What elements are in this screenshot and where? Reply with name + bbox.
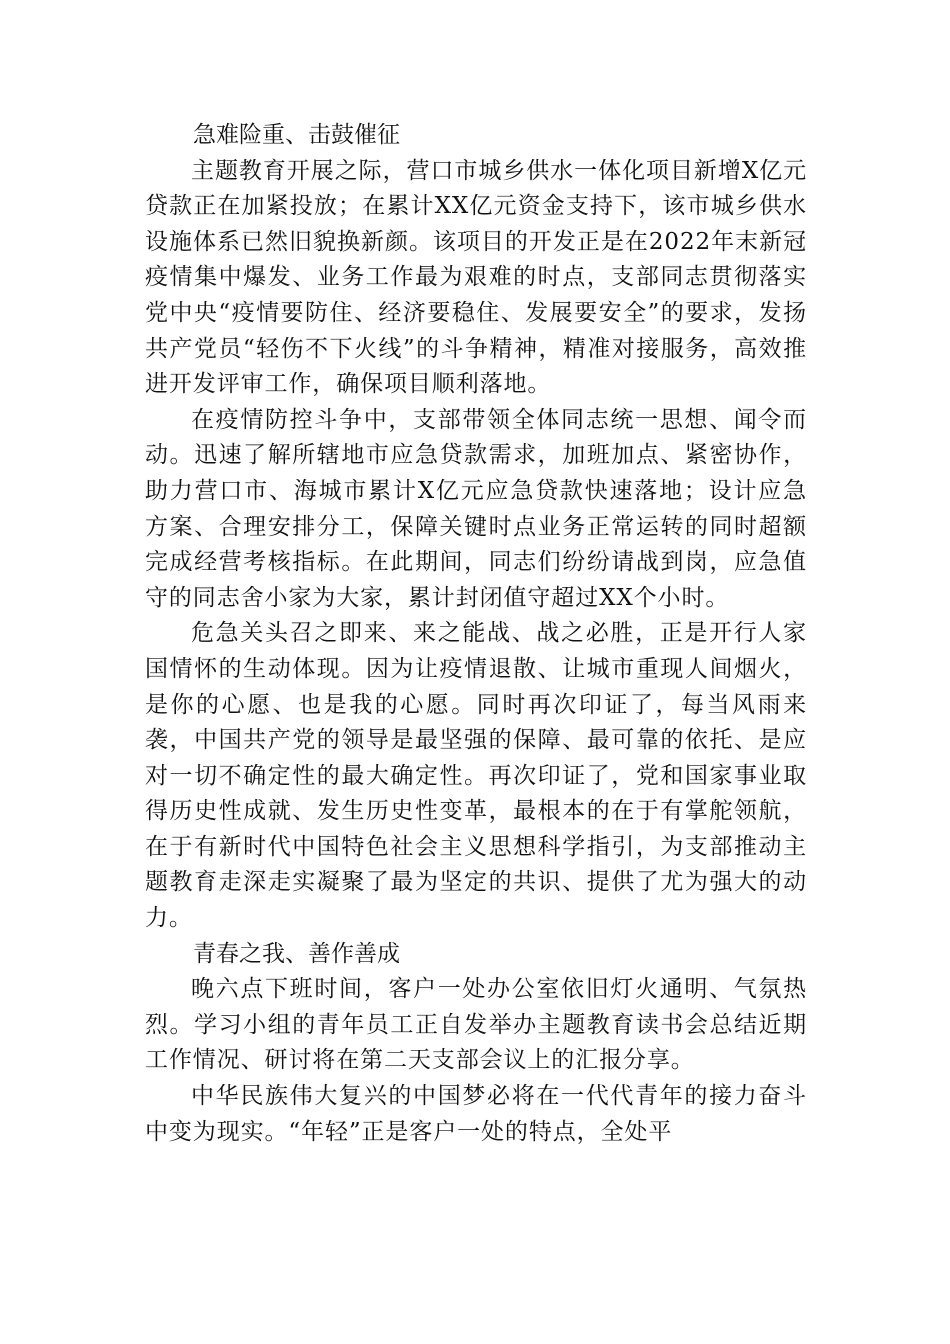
body-paragraph: 主题教育开展之际，营口市城乡供水一体化项目新增X亿元贷款正在加紧投放；在累计XX亿元资金支持下，该市城乡供水设施体系已然旧貌换新颜。该项目的开发正是在2022年末新冠疫情集中爆发、业务工作最为艰难的时点，支部同志贯彻落实党中央“疫情要防住、经济要稳住、发展要安全”的要求，发扬共产党员“轻伤不下火线”的斗争精神，精准对接服务，高效推进开发评审工作，确保项目顺利落地。: [145, 157, 807, 398]
body-paragraph: 危急关头召之即来、来之能战、战之必胜，正是开行人家国情怀的生动体现。因为让疫情退散、让城市重现人间烟火，是你的心愿、也是我的心愿。同时再次印证了，每当风雨来袭，中国共产党的领导是最坚强的保障、最可靠的依托、是应对一切不确定性的最大确定性。再次印证了，党和国家事业取得历史性成就、发生历史性变革，最根本的在于有掌舵领航，在于有新时代中国特色社会主义思想科学指引，为支部推动主题教育走深走实凝聚了最为坚定的共识、提供了尤为强大的动力。: [145, 620, 807, 932]
body-paragraph: 中华民族伟大复兴的中国梦必将在一代代青年的接力奋斗中变为现实。“年轻”正是客户一处的特点，全处平: [145, 1083, 807, 1145]
body-paragraph: 在疫情防控斗争中，支部带领全体同志统一思想、闻令而动。迅速了解所辖地市应急贷款需求，加班加点、紧密协作，助力营口市、海城市累计X亿元应急贷款快速落地；设计应急方案、合理安排分工，保障关键时点业务正常运转的同时超额完成经营考核指标。在此期间，同志们纷纷请战到岗，应急值守的同志舍小家为大家，累计封闭值守超过XX个小时。: [145, 406, 807, 611]
body-paragraph: 晚六点下班时间，客户一处办公室依旧灯火通明、气氛热烈。学习小组的青年员工正自发举办主题教育读书会总结近期工作情况、研讨将在第二天支部会议上的汇报分享。: [145, 976, 807, 1074]
document-body: [145, 118, 807, 1150]
section-heading: 青春之我、善作善成: [193, 940, 400, 967]
section-heading: 急难险重、击鼓催征: [193, 122, 400, 148]
